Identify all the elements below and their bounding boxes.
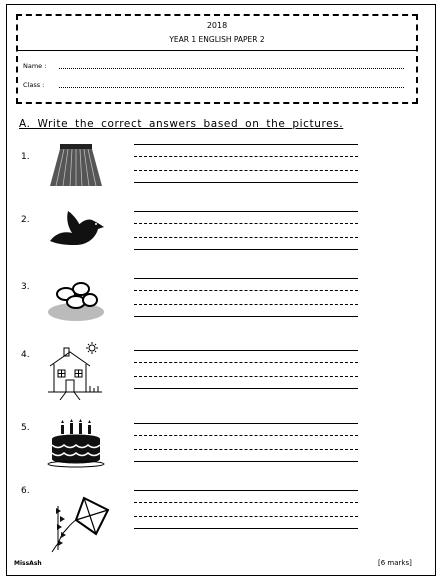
answer-line-base[interactable] xyxy=(134,249,358,250)
name-label: Name : xyxy=(23,62,47,70)
beans-icon xyxy=(46,274,106,324)
answer-line-dash[interactable] xyxy=(134,170,358,171)
answer-line-top[interactable] xyxy=(134,144,358,145)
name-field[interactable] xyxy=(23,62,49,70)
answer-line-dash[interactable] xyxy=(134,237,358,238)
marks-total: [6 marks] xyxy=(378,559,412,567)
section-instruction: A. Write the correct answers based on the pictures. xyxy=(19,118,344,130)
answer-line-top[interactable] xyxy=(134,278,358,279)
answer-line-dash[interactable] xyxy=(134,449,358,450)
author-credit: MissAsh xyxy=(14,560,42,567)
header-box xyxy=(16,14,418,104)
answer-lines[interactable] xyxy=(134,490,358,538)
answer-line-dash[interactable] xyxy=(134,376,358,377)
question-number: 3. xyxy=(21,282,30,292)
class-field[interactable] xyxy=(23,81,49,89)
answer-line-dash[interactable] xyxy=(134,223,358,224)
kite-icon xyxy=(46,496,112,554)
header-title: YEAR 1 ENGLISH PAPER 2 xyxy=(169,35,265,44)
cake-icon xyxy=(46,419,106,469)
answer-line-top[interactable] xyxy=(134,423,358,424)
answer-line-dash[interactable] xyxy=(134,290,358,291)
bird-icon xyxy=(46,203,106,253)
question-2 xyxy=(0,209,443,269)
header-year: 2018 xyxy=(206,21,228,30)
answer-line-top[interactable] xyxy=(134,490,358,491)
question-6 xyxy=(0,486,443,546)
answer-line-dash[interactable] xyxy=(134,362,358,363)
answer-line-dash[interactable] xyxy=(134,502,358,503)
question-number: 5. xyxy=(21,423,30,433)
question-number: 1. xyxy=(21,152,30,162)
name-line[interactable] xyxy=(59,68,404,69)
class-label: Class : xyxy=(23,81,45,89)
question-number: 6. xyxy=(21,486,30,496)
answer-lines[interactable] xyxy=(134,423,358,471)
answer-line-dash[interactable] xyxy=(134,516,358,517)
question-3 xyxy=(0,276,443,336)
class-line[interactable] xyxy=(59,87,404,88)
answer-line-base[interactable] xyxy=(134,182,358,183)
answer-line-base[interactable] xyxy=(134,388,358,389)
question-number: 2. xyxy=(21,215,30,225)
skirt-icon xyxy=(46,142,106,192)
answer-line-base[interactable] xyxy=(134,461,358,462)
answer-line-top[interactable] xyxy=(134,211,358,212)
answer-line-base[interactable] xyxy=(134,528,358,529)
header-divider xyxy=(18,50,416,51)
question-4 xyxy=(0,346,443,406)
question-5 xyxy=(0,419,443,479)
answer-line-dash[interactable] xyxy=(134,304,358,305)
answer-lines[interactable] xyxy=(134,144,358,192)
answer-lines[interactable] xyxy=(134,350,358,398)
house-icon xyxy=(46,342,110,400)
answer-line-base[interactable] xyxy=(134,316,358,317)
answer-line-top[interactable] xyxy=(134,350,358,351)
question-number: 4. xyxy=(21,350,30,360)
answer-lines[interactable] xyxy=(134,278,358,326)
answer-line-dash[interactable] xyxy=(134,435,358,436)
question-1 xyxy=(0,142,443,202)
answer-lines[interactable] xyxy=(134,211,358,259)
answer-line-dash[interactable] xyxy=(134,156,358,157)
